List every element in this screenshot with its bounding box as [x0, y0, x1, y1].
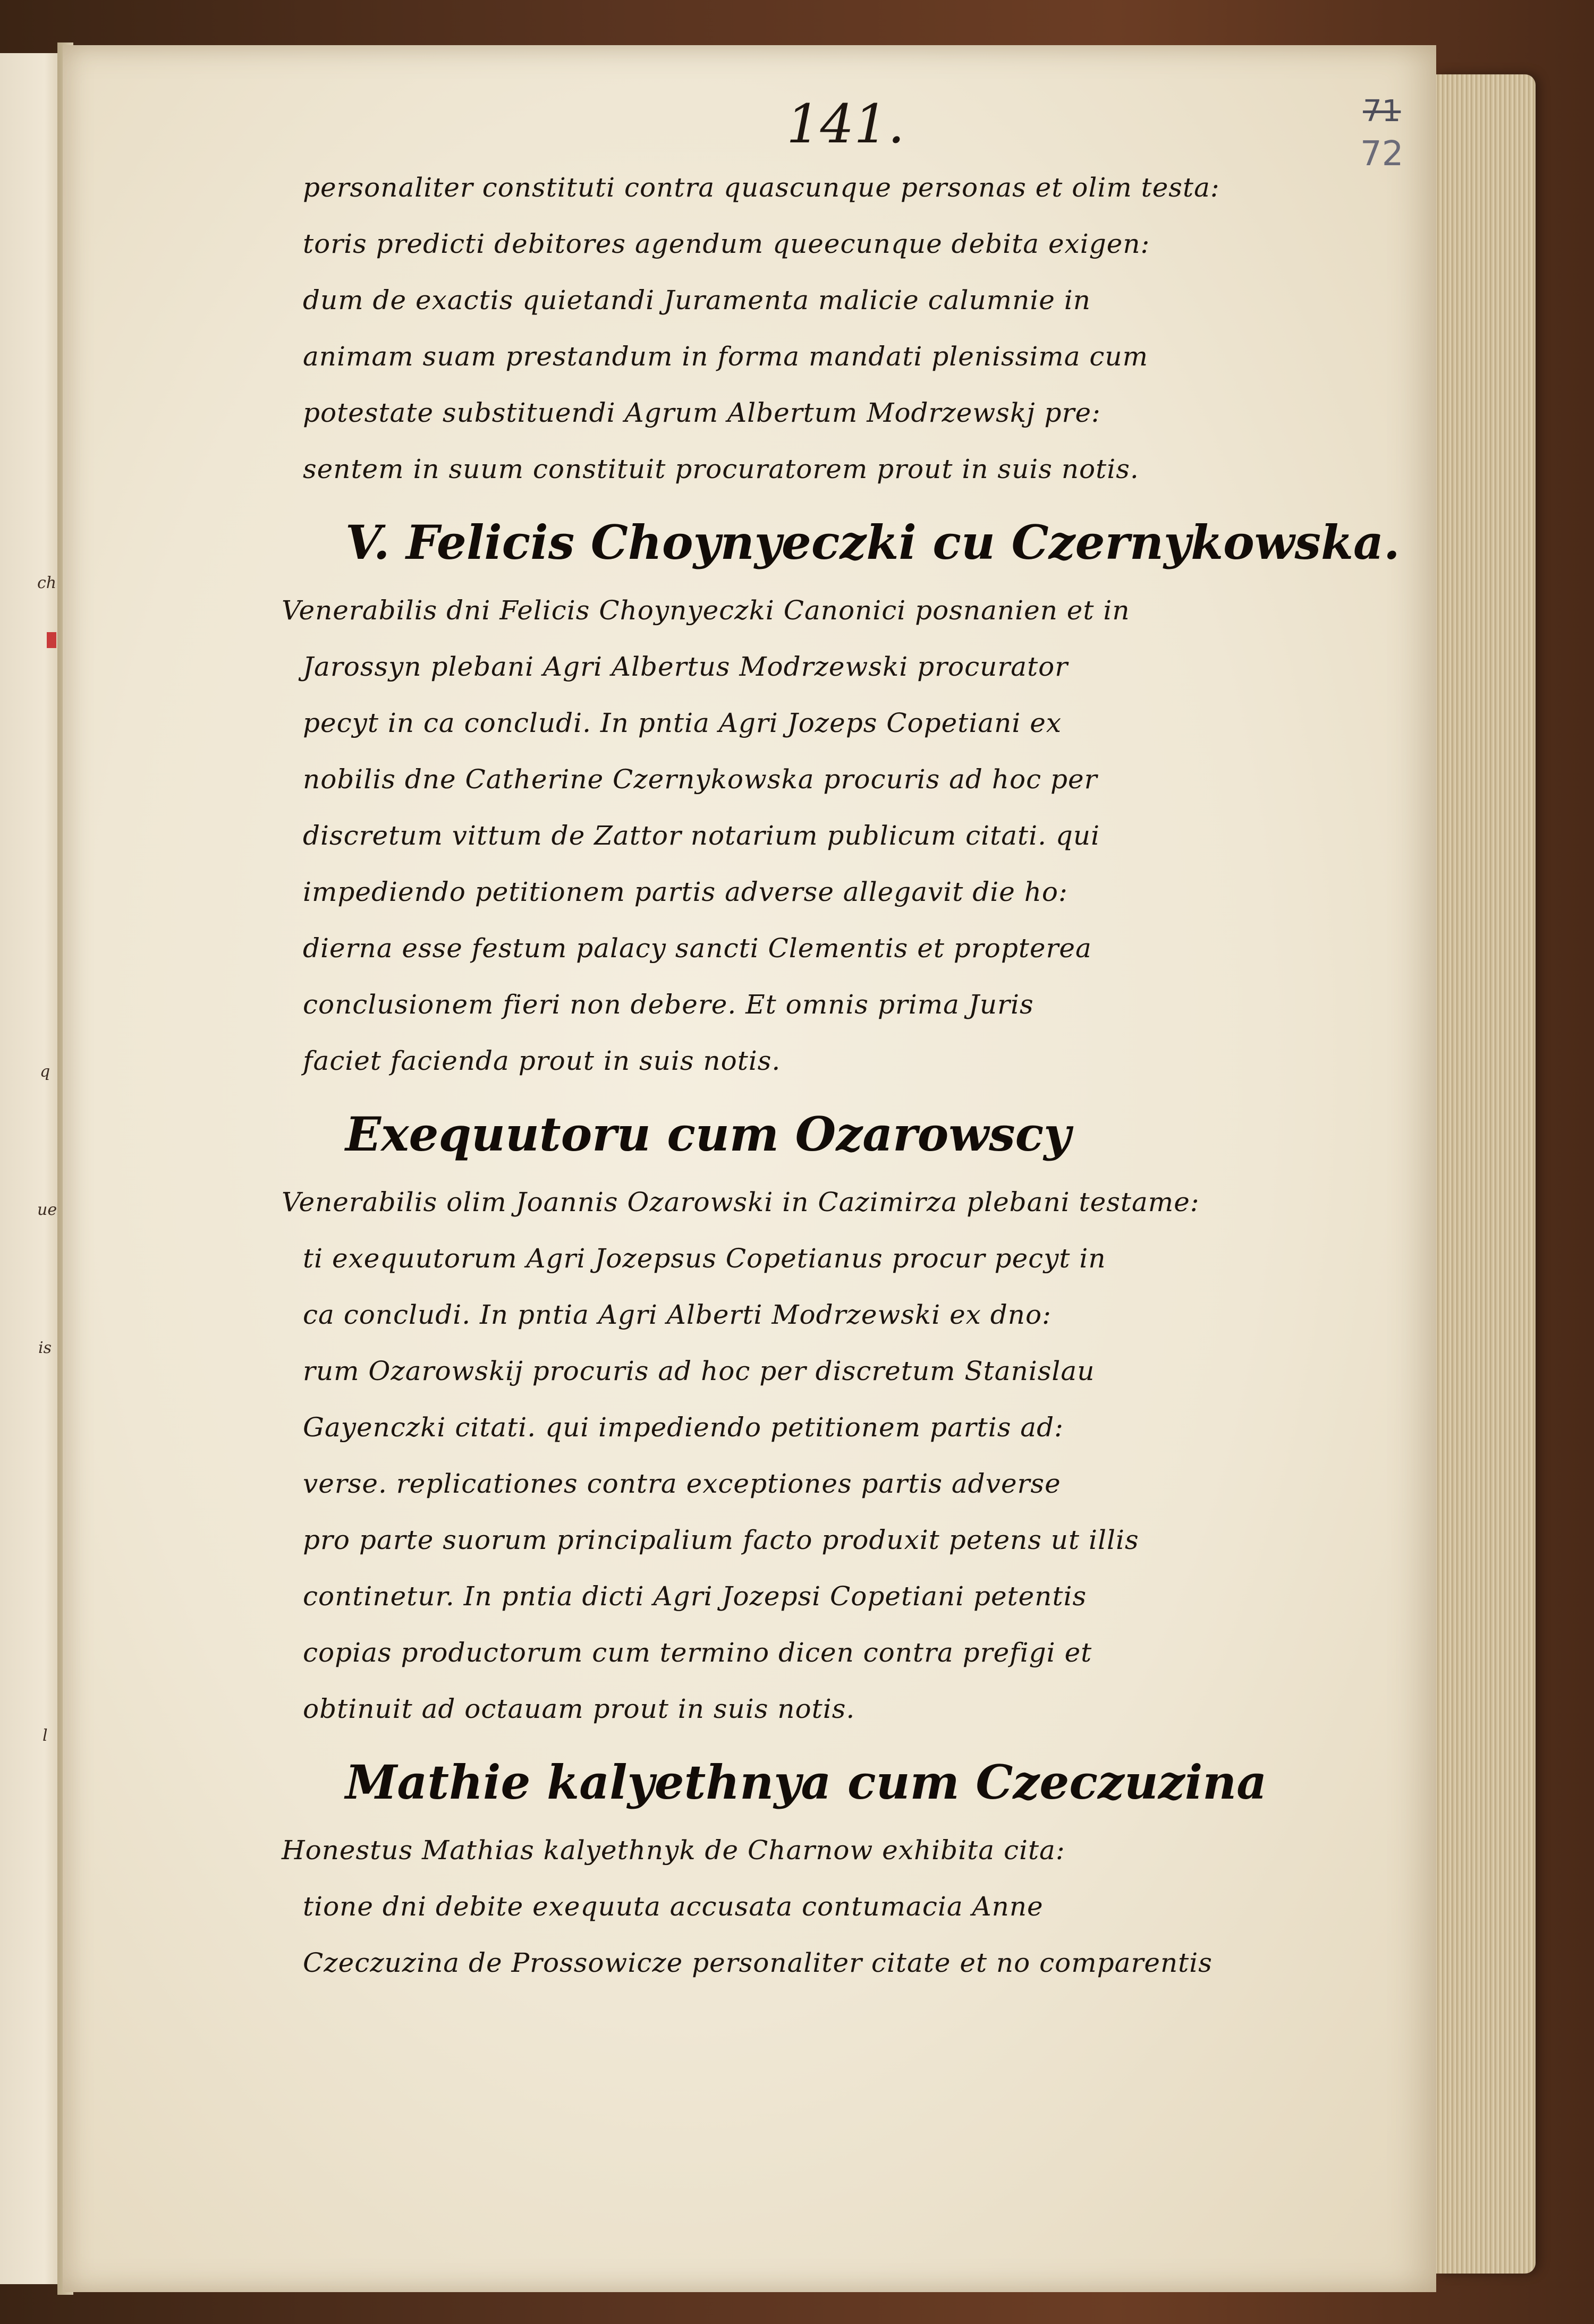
- entry-heading: Mathie kalyethnya cum Czeczuzina: [345, 1755, 1267, 1810]
- entry-heading: Exequutoru cum Ozarowscy: [345, 1106, 1071, 1162]
- left-margin-mark: ch: [37, 574, 57, 592]
- text-line: rum Ozarowskij procuris ad hoc per discretum Stanislau: [303, 1356, 1095, 1386]
- text-line: Honestus Mathias kalyethnyk de Charnow exhibita cita:: [282, 1835, 1065, 1866]
- left-margin-mark: ue: [37, 1201, 57, 1219]
- text-line: copias productorum cum termino dicen contra prefigi et: [303, 1637, 1092, 1668]
- entry-section: [282, 1742, 1408, 1991]
- text-line: nobilis dne Catherine Czernykowska procuris ad hoc per: [303, 764, 1098, 795]
- foliation-struck: 71: [1363, 94, 1401, 129]
- text-line: tione dni debite exequuta accusata contumacia Anne: [303, 1891, 1044, 1922]
- text-line: personaliter constituti contra quascunque personas et olim testa:: [303, 172, 1220, 203]
- text-line: pro parte suorum principalium facto produxit petens ut illis: [303, 1525, 1139, 1555]
- text-line: conclusionem fieri non debere. Et omnis prima Juris: [303, 989, 1034, 1020]
- left-margin-mark: is: [38, 1339, 52, 1357]
- page-number: 141.: [786, 93, 905, 155]
- entry-section: [282, 503, 1408, 1089]
- red-tab-mark: [47, 632, 56, 648]
- text-line: discretum vittum de Zattor notarium publicum citati. qui: [303, 820, 1100, 851]
- text-line: ti exequutorum Agri Jozepsus Copetianus procur pecyt in: [303, 1243, 1106, 1274]
- text-line: potestate substituendi Agrum Albertum Modrzewskj pre:: [303, 397, 1101, 428]
- text-line: dum de exactis quietandi Juramenta malicie calumnie in: [303, 285, 1091, 316]
- left-margin-mark: l: [43, 1726, 48, 1745]
- text-line: faciet facienda prout in suis notis.: [303, 1045, 781, 1076]
- foliation-current: 72: [1360, 134, 1404, 174]
- text-line: Jarossyn plebani Agri Albertus Modrzewski procurator: [303, 651, 1069, 682]
- text-line: pecyt in ca concludi. In pntia Agri Jozeps Copetiani ex: [303, 708, 1062, 738]
- text-line: impediendo petitionem partis adverse allegavit die ho:: [303, 876, 1068, 907]
- entry-heading: V. Felicis Choynyeczki cu Czernykowska.: [345, 515, 1400, 570]
- manuscript-text: [282, 159, 1408, 1991]
- text-line: obtinuit ad octauam prout in suis notis.: [303, 1693, 855, 1724]
- opening-paragraph: [303, 159, 1408, 497]
- text-line: Czeczuzina de Prossowicze personaliter citate et no comparentis: [303, 1947, 1213, 1978]
- text-line: sentem in suum constituit procuratorem prout in suis notis.: [303, 454, 1139, 484]
- text-line: Venerabilis dni Felicis Choynyeczki Canonici posnanien et in: [282, 595, 1130, 626]
- page-fore-edge: [1435, 74, 1536, 2274]
- text-line: ca concludi. In pntia Agri Alberti Modrzewski ex dno:: [303, 1299, 1052, 1330]
- text-line: dierna esse festum palacy sancti Clementis et propterea: [303, 933, 1092, 964]
- text-line: toris predicti debitores agendum queecunque debita exigen:: [303, 228, 1150, 259]
- text-line: verse. replicationes contra exceptiones partis adverse: [303, 1468, 1061, 1499]
- text-line: continetur. In pntia dicti Agri Jozepsi Copetiani petentis: [303, 1581, 1087, 1612]
- text-line: animam suam prestandum in forma mandati plenissima cum: [303, 341, 1149, 372]
- left-margin-mark: q: [40, 1062, 50, 1081]
- text-line: Venerabilis olim Joannis Ozarowski in Cazimirza plebani testame:: [282, 1187, 1200, 1218]
- entry-section: [282, 1094, 1408, 1737]
- text-line: Gayenczki citati. qui impediendo petitionem partis ad:: [303, 1412, 1064, 1443]
- left-page-edge: [0, 53, 65, 2284]
